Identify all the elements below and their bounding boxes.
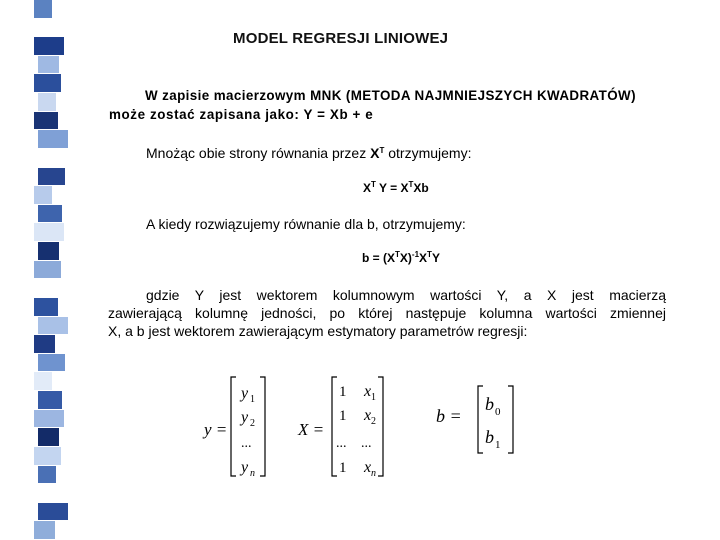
svg-text:1: 1 (371, 392, 376, 403)
stripe-block (34, 223, 64, 241)
stripe-block (38, 428, 59, 446)
stripe-block (38, 391, 62, 409)
stripe-block (34, 261, 61, 279)
stripe-block (38, 503, 68, 521)
svg-text:1: 1 (339, 460, 347, 476)
stripe-block (34, 372, 52, 390)
y-label: y = (204, 420, 228, 439)
y-entry-1: y (241, 385, 249, 402)
svg-text:1: 1 (339, 408, 347, 424)
paragraph-4-line-1: gdzie Y jest wektorem kolumnowym wartości Y, a X jest macierzą (146, 287, 666, 303)
svg-text:x: x (364, 407, 372, 424)
stripe-block (38, 242, 59, 260)
b-entry-1: b (485, 427, 494, 447)
svg-text:...: ... (361, 436, 372, 451)
svg-text:1: 1 (495, 439, 501, 451)
x-matrix (297, 377, 383, 479)
y-vector (202, 377, 265, 479)
stripe-block (34, 112, 58, 130)
stripe-block (34, 335, 55, 353)
b-entry-0: b (485, 394, 494, 414)
stripe-block (34, 0, 52, 18)
paragraph-4 (108, 286, 666, 340)
paragraph-1-line-1: W zapisie macierzowym MNK (METODA NAJMNIEJSZYCH KWADRATÓW) (145, 88, 636, 103)
paragraph-4-line-3: X, a b jest wektorem zawierającym estymatory parametrów regresji: (108, 323, 528, 339)
stripe-block (38, 354, 65, 372)
stripe-block (34, 74, 61, 92)
stripe-block (38, 466, 56, 484)
svg-text:x: x (364, 383, 372, 400)
stripe-block (38, 19, 62, 37)
svg-text:2: 2 (250, 418, 255, 429)
stripe-block (34, 447, 61, 465)
stripe-block (38, 279, 56, 297)
stripe-block (34, 186, 52, 204)
b-label: b = (436, 406, 462, 426)
svg-text:2: 2 (371, 416, 376, 427)
paragraph-1-line-2: może zostać zapisana jako: Y = Xb + e (109, 107, 374, 122)
stripe-block (38, 93, 56, 111)
decorative-stripe (0, 0, 76, 540)
stripe-block (38, 130, 68, 148)
svg-text:1: 1 (339, 384, 347, 400)
equation-solution: $b = (X^TX)^{-1}X^TY$ (362, 250, 440, 265)
matrix-definitions (195, 368, 515, 486)
svg-text:1: 1 (250, 394, 255, 405)
page-title: MODEL REGRESJI LINIOWEJ (233, 30, 449, 47)
paragraph-4-line-2: zawierającą kolumnę jedności, po której następuje kolumna wartości zmiennej (108, 305, 666, 321)
equation-normal: $X^T$ $Y = X^TXb$ (363, 180, 429, 195)
stripe-block (34, 484, 58, 502)
stripe-block (38, 168, 65, 186)
stripe-block (34, 521, 55, 539)
stripe-block (34, 37, 64, 55)
svg-text:0: 0 (495, 406, 501, 418)
y-entry-dots: ... (241, 436, 252, 451)
paragraph-2: Mnożąc obie strony równania przez $X^T$ otrzymujemy: (146, 145, 472, 161)
stripe-block (34, 298, 58, 316)
y-entry-n: y (241, 459, 249, 476)
svg-text:...: ... (336, 436, 347, 451)
stripe-block (38, 317, 68, 335)
stripe-block (38, 56, 59, 74)
svg-text:x: x (364, 459, 372, 476)
paragraph-3: A kiedy rozwiązujemy równanie dla b, otrzymujemy: (146, 216, 466, 232)
x-label: X = (298, 420, 325, 439)
svg-text:n: n (371, 468, 376, 479)
svg-text:n: n (250, 468, 255, 479)
stripe-block (34, 410, 64, 428)
stripe-block (34, 149, 55, 167)
b-vector (436, 386, 513, 453)
stripe-block (38, 205, 62, 223)
y-entry-2: y (241, 409, 249, 426)
